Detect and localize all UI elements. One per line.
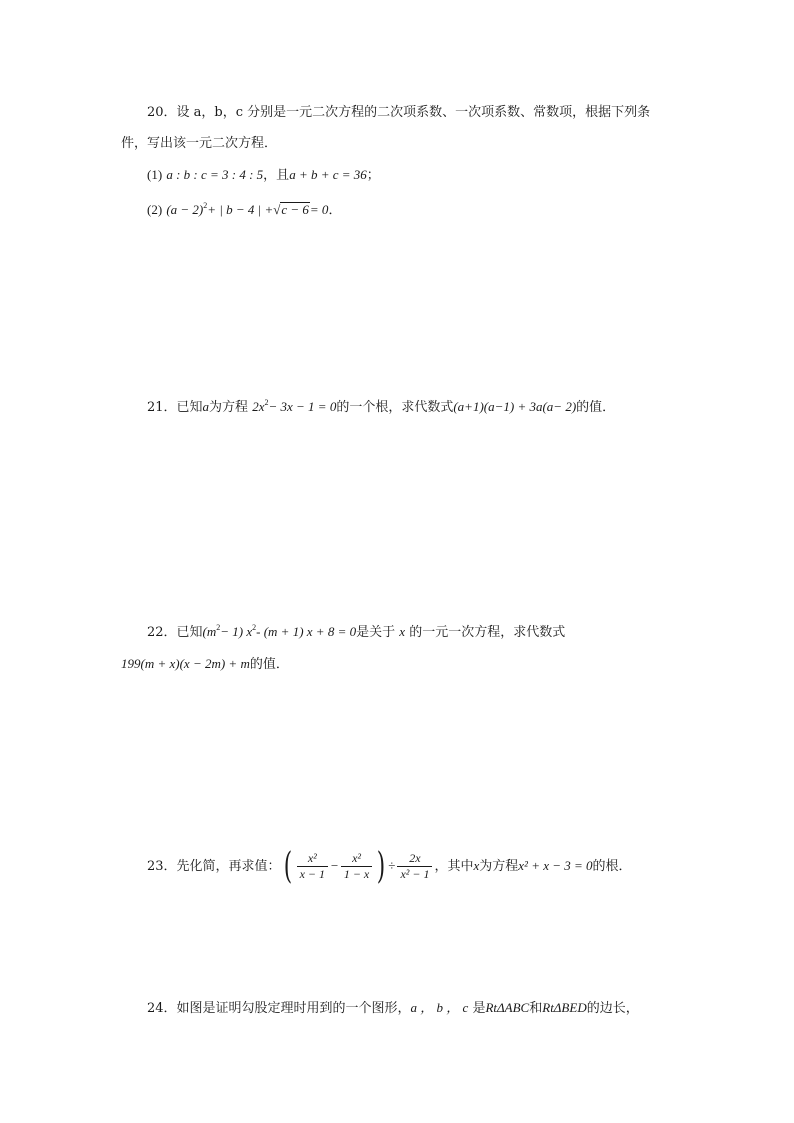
- sub-1-connector: ，且: [263, 168, 290, 183]
- ratio-expression: a : b : c = 3 : 4 : 5: [166, 167, 264, 182]
- problem-23-text-1: 23．先化简，再求值：: [147, 859, 281, 874]
- left-paren: (: [283, 845, 292, 887]
- problem-21-text-4: 的值．: [576, 400, 616, 415]
- sqrt-sign: √: [273, 202, 281, 217]
- problem-24: [147, 998, 639, 1019]
- sub-2-label: (2): [147, 202, 163, 217]
- problem-22-end: 的值．: [249, 657, 289, 672]
- problem-20-text: 20．设 a，b，c 分别是一元二次方程的二次项系数、一次项系数、常数项，根据下列条: [147, 105, 651, 120]
- equation: x² + x − 3 = 0: [518, 858, 593, 873]
- algebraic-expression: (a+1)(a−1) + 3a(a− 2): [453, 399, 577, 414]
- triangle-bed: RtΔBED: [542, 1000, 587, 1015]
- eq-part-c: - (m + 1) x + 8 = 0: [256, 624, 357, 639]
- problem-23: [147, 846, 632, 887]
- problem-20-line-2: [121, 134, 277, 154]
- variable-a: a: [202, 399, 210, 414]
- exponent-2: 2: [203, 201, 208, 210]
- quadratic-lead: 2x: [252, 399, 265, 414]
- problem-24-text-4: 的边长，: [586, 1001, 639, 1016]
- fraction-3: [397, 851, 432, 882]
- eq-part-b: − 1) x: [220, 624, 253, 639]
- problem-22-text-2: 是关于: [356, 625, 396, 640]
- problem-20-sub-2: [147, 200, 341, 221]
- problem-20-line-1: [147, 103, 650, 123]
- quadratic-rest: − 3x − 1 = 0: [268, 399, 337, 414]
- fraction-2-numerator: x²: [341, 851, 372, 867]
- fraction-2: [341, 851, 372, 882]
- problem-24-text-2: 是: [472, 1001, 486, 1016]
- exponent-2: 2: [216, 623, 221, 632]
- problem-24-text-3: 和: [529, 1001, 543, 1016]
- right-paren: ): [377, 845, 386, 887]
- problem-23-text-4: 的根．: [592, 859, 632, 874]
- problem-22-text-1: 22．已知: [147, 625, 203, 640]
- equals-zero: = 0: [309, 202, 329, 217]
- sqrt-radicand: c − 6: [281, 202, 309, 217]
- problem-24-text-1: 24．如图是证明勾股定理时用到的一个图形，: [147, 1001, 411, 1016]
- sub-1-label: (1): [147, 167, 163, 182]
- variable-x: x: [473, 858, 480, 873]
- fraction-1-numerator: x²: [297, 851, 328, 867]
- variable-x: x: [399, 624, 406, 639]
- division-sign: ÷: [388, 858, 396, 873]
- variables-abc: a ， b ， c: [410, 1000, 469, 1015]
- minus-sign: −: [330, 858, 339, 873]
- sub-1-end: ；: [366, 168, 380, 183]
- fraction-3-numerator: 2x: [397, 851, 432, 867]
- problem-21-text-2: 为方程: [209, 400, 249, 415]
- triangle-abc: RtΔABC: [485, 1000, 530, 1015]
- eq-part-a: (m: [202, 624, 217, 639]
- problem-22-line-2: [121, 654, 289, 675]
- exponent-2: 2: [264, 398, 269, 407]
- fraction-1: [297, 851, 328, 882]
- problem-23-text-2: ，其中: [434, 859, 474, 874]
- abs-term: + | b − 4 | +: [207, 202, 274, 217]
- problem-20-sub-1: [147, 165, 380, 186]
- sum-expression: a + b + c = 36: [289, 167, 367, 182]
- problem-21-text-3: 的一个根，求代数式: [336, 400, 454, 415]
- algebraic-expression: 199(m + x)(x − 2m) + m: [121, 656, 250, 671]
- problem-21-text-1: 21．已知: [147, 400, 203, 415]
- problem-22-line-1: [147, 622, 565, 643]
- problem-23-text-3: 为方程: [479, 859, 519, 874]
- problem-21: [147, 397, 615, 418]
- sub-2-end: ．: [328, 203, 342, 218]
- problem-20-text-cont: 件，写出该一元二次方程．: [121, 136, 278, 151]
- problem-22-text-3: 的一元一次方程，求代数式: [409, 625, 566, 640]
- square-term: (a − 2): [166, 202, 204, 217]
- fraction-1-denominator: x − 1: [299, 867, 326, 881]
- exponent-2: 2: [252, 623, 257, 632]
- fraction-3-denominator: x² − 1: [400, 867, 430, 881]
- fraction-2-denominator: 1 − x: [343, 867, 370, 881]
